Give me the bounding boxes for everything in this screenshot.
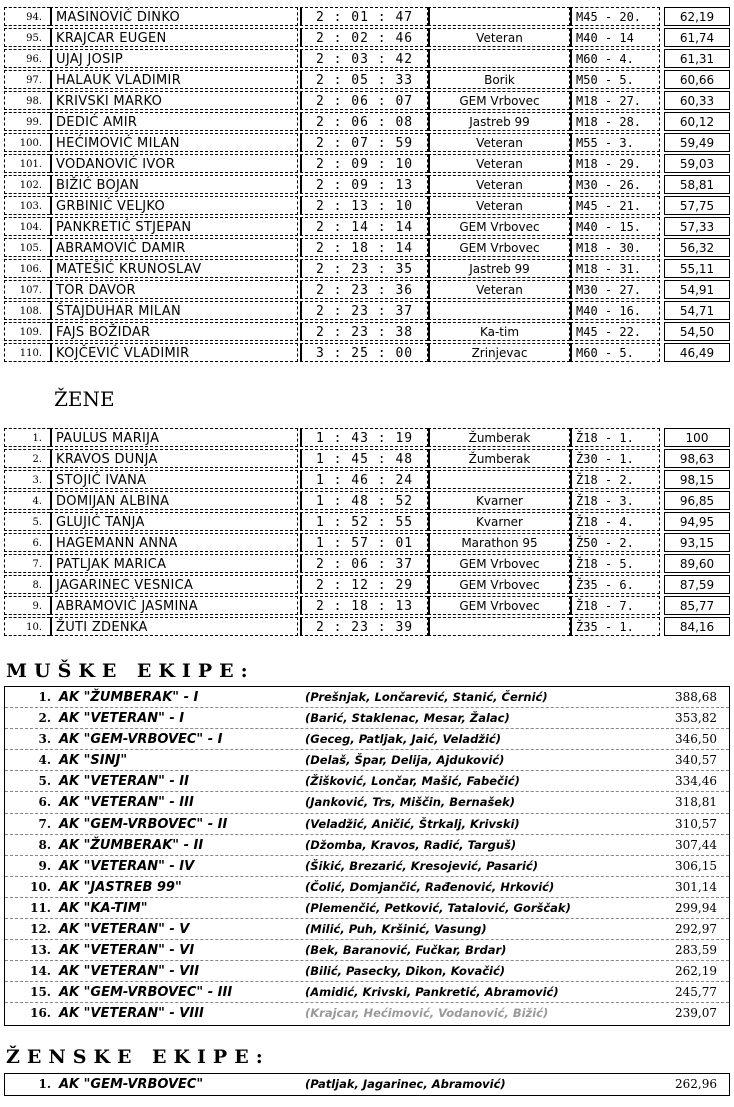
team-members: (Janković, Trs, Miščin, Bernašek) [305, 795, 515, 810]
team-row [5, 687, 729, 708]
team-rank: 9. [38, 858, 51, 873]
team-points: 292,97 [675, 922, 717, 937]
team-name: AK "VETERAN" - I [59, 711, 185, 727]
team-row [5, 961, 729, 982]
team-row [5, 877, 729, 898]
team-points: 318,81 [675, 795, 717, 810]
team-points: 388,68 [675, 690, 717, 704]
name-cell: HALAUK VLADIMIR [50, 70, 298, 89]
club-cell: Veteran [428, 154, 570, 173]
name-cell: MASINOVIĆ DINKO [50, 7, 298, 26]
category-cell: M18 - 29. [570, 154, 660, 173]
rank-cell: 97. [4, 70, 50, 89]
team-rank: 12. [30, 922, 51, 937]
team-members: (Krajcar, Hećimović, Vodanović, Bižić) [305, 1006, 549, 1021]
result-row [0, 532, 734, 553]
team-rank: 15. [30, 985, 51, 1000]
result-row [0, 237, 734, 258]
points-cell: 60,66 [664, 70, 730, 89]
category-cell: M18 - 27. [570, 91, 660, 110]
category-cell: Ž18 - 7. [570, 596, 660, 615]
name-cell: DEDIĆ AMIR [50, 112, 298, 131]
category-cell: M55 - 3. [570, 133, 660, 152]
team-members: (Patljak, Jagarinec, Abramović) [305, 1077, 506, 1091]
name-cell: HAGEMANN ANNA [50, 533, 298, 552]
team-members: (Delaš, Špar, Delija, Ajduković) [305, 753, 505, 768]
team-members: (Veladžić, Aničić, Štrkalj, Krivski) [305, 816, 520, 831]
category-cell: M18 - 31. [570, 259, 660, 278]
result-row [0, 258, 734, 279]
team-name: AK "VETERAN" - VII [59, 964, 200, 980]
team-name: AK "VETERAN" - VIII [59, 1006, 204, 1022]
name-cell: HEĆIMOVIĆ MILAN [50, 133, 298, 152]
rank-cell: 104. [4, 217, 50, 236]
category-cell: M18 - 30. [570, 238, 660, 257]
club-cell [428, 470, 570, 489]
points-cell: 100 [664, 428, 730, 447]
team-name: AK "GEM-VRBOVEC" - III [59, 985, 233, 1001]
rank-cell: 106. [4, 259, 50, 278]
men-teams-title: MUŠKE EKIPE: [6, 660, 255, 682]
team-name: AK "GEM-VRBOVEC" - I [59, 732, 223, 748]
club-cell: GEM Vrbovec [428, 554, 570, 573]
points-cell: 85,77 [664, 596, 730, 615]
points-cell: 46,49 [664, 343, 730, 362]
team-row [5, 940, 729, 961]
category-cell: Ž35 - 1. [570, 617, 660, 636]
category-cell: M30 - 27. [570, 280, 660, 299]
result-row [0, 448, 734, 469]
name-cell: KRIVSKI MARKO [50, 91, 298, 110]
club-cell: Kvarner [428, 491, 570, 510]
result-row [0, 616, 734, 637]
time-cell: 2 : 23 : 39 [300, 617, 428, 636]
result-row [0, 574, 734, 595]
name-cell: DOMIJAN ALBINA [50, 491, 298, 510]
name-cell: FAJS BOŽIDAR [50, 322, 298, 341]
time-cell: 2 : 07 : 59 [300, 133, 428, 152]
team-points: 340,57 [675, 753, 717, 768]
rank-cell: 3. [4, 470, 50, 489]
rank-cell: 109. [4, 322, 50, 341]
time-cell: 2 : 06 : 08 [300, 112, 428, 131]
name-cell: PANKRETIĆ STJEPAN [50, 217, 298, 236]
name-cell: VODANOVIĆ IVOR [50, 154, 298, 173]
club-cell [428, 301, 570, 320]
team-row [5, 750, 729, 771]
time-cell: 2 : 23 : 35 [300, 259, 428, 278]
team-rank: 4. [38, 753, 51, 768]
team-name: AK "KA-TIM" [59, 900, 148, 916]
time-cell: 2 : 03 : 42 [300, 49, 428, 68]
category-cell: M50 - 5. [570, 70, 660, 89]
name-cell: GRBINIĆ VELJKO [50, 196, 298, 215]
time-cell: 2 : 23 : 38 [300, 322, 428, 341]
name-cell: GLUJIĆ TANJA [50, 512, 298, 531]
rank-cell: 10. [4, 617, 50, 636]
team-members: (Šikić, Brezarić, Kresojević, Pasarić) [305, 858, 538, 873]
category-cell: M30 - 26. [570, 175, 660, 194]
result-row [0, 174, 734, 195]
team-name: AK "VETERAN" - V [59, 922, 190, 938]
category-cell: Ž18 - 3. [570, 491, 660, 510]
club-cell: Jastreb 99 [428, 259, 570, 278]
result-row [0, 216, 734, 237]
team-row [5, 856, 729, 877]
result-row [0, 153, 734, 174]
team-rank: 6. [38, 795, 51, 810]
team-points: 353,82 [675, 711, 717, 726]
team-name: AK "GEM-VRBOVEC" - II [59, 816, 228, 832]
rank-cell: 8. [4, 575, 50, 594]
rank-cell: 5. [4, 512, 50, 531]
points-cell: 87,59 [664, 575, 730, 594]
name-cell: ŽUTI ZDENKA [50, 617, 298, 636]
result-row [0, 27, 734, 48]
club-cell: Borik [428, 70, 570, 89]
rank-cell: 103. [4, 196, 50, 215]
rank-cell: 99. [4, 112, 50, 131]
category-cell: Ž18 - 4. [570, 512, 660, 531]
rank-cell: 108. [4, 301, 50, 320]
points-cell: 98,63 [664, 449, 730, 468]
name-cell: PATLJAK MARICA [50, 554, 298, 573]
club-cell: Veteran [428, 28, 570, 47]
team-points: 307,44 [675, 837, 717, 852]
team-points: 262,96 [675, 1077, 717, 1091]
result-row [0, 595, 734, 616]
result-row [0, 511, 734, 532]
club-cell: GEM Vrbovec [428, 596, 570, 615]
team-points: 310,57 [675, 816, 717, 831]
time-cell: 1 : 48 : 52 [300, 491, 428, 510]
team-members: (Milić, Puh, Kršinić, Vasung) [305, 922, 487, 937]
team-name: AK "JASTREB 99" [59, 879, 182, 895]
time-cell: 2 : 06 : 07 [300, 91, 428, 110]
points-cell: 54,91 [664, 280, 730, 299]
women-section-title: ŽENE [54, 387, 115, 411]
rank-cell: 96. [4, 49, 50, 68]
club-cell: Veteran [428, 133, 570, 152]
team-rank: 3. [38, 732, 51, 747]
time-cell: 2 : 23 : 37 [300, 301, 428, 320]
result-row [0, 279, 734, 300]
points-cell: 56,32 [664, 238, 730, 257]
time-cell: 2 : 01 : 47 [300, 7, 428, 26]
name-cell: ABRAMOVIĆ JASMINA [50, 596, 298, 615]
team-row [5, 792, 729, 813]
club-cell: GEM Vrbovec [428, 575, 570, 594]
result-row [0, 69, 734, 90]
team-members: (Geceg, Patljak, Jaić, Veladžić) [305, 732, 502, 747]
team-name: AK "VETERAN" - IV [59, 858, 195, 874]
result-row [0, 490, 734, 511]
team-rank: 5. [38, 774, 51, 789]
points-cell: 54,50 [664, 322, 730, 341]
rank-cell: 105. [4, 238, 50, 257]
category-cell: M60 - 5. [570, 343, 660, 362]
rank-cell: 94. [4, 7, 50, 26]
team-rank: 16. [30, 1006, 51, 1021]
team-rank: 2. [38, 711, 51, 726]
team-row [5, 919, 729, 940]
women-results-table [0, 427, 734, 637]
category-cell: M40 - 16. [570, 301, 660, 320]
team-rank: 13. [30, 943, 51, 958]
points-cell: 60,12 [664, 112, 730, 131]
category-cell: Ž50 - 2. [570, 533, 660, 552]
rank-cell: 102. [4, 175, 50, 194]
points-cell: 61,31 [664, 49, 730, 68]
team-name: AK "VETERAN" - VI [59, 943, 195, 959]
time-cell: 2 : 23 : 36 [300, 280, 428, 299]
result-row [0, 427, 734, 448]
rank-cell: 98. [4, 91, 50, 110]
club-cell: Veteran [428, 175, 570, 194]
team-points: 299,94 [675, 900, 717, 915]
team-rank: 1. [38, 1077, 51, 1091]
name-cell: KRAJCAR EUGEN [50, 28, 298, 47]
category-cell: M40 - 14 [570, 28, 660, 47]
points-cell: 94,95 [664, 512, 730, 531]
team-members: (Prešnjak, Lončarević, Stanić, Černić) [305, 690, 548, 704]
time-cell: 2 : 06 : 37 [300, 554, 428, 573]
rank-cell: 110. [4, 343, 50, 362]
category-cell: M18 - 28. [570, 112, 660, 131]
club-cell: GEM Vrbovec [428, 91, 570, 110]
team-points: 262,19 [675, 964, 717, 979]
rank-cell: 95. [4, 28, 50, 47]
result-row [0, 195, 734, 216]
time-cell: 1 : 46 : 24 [300, 470, 428, 489]
points-cell: 62,19 [664, 7, 730, 26]
points-cell: 58,81 [664, 175, 730, 194]
category-cell: M45 - 22. [570, 322, 660, 341]
points-cell: 57,33 [664, 217, 730, 236]
team-members: (Amidić, Krivski, Pankretić, Abramović) [305, 985, 559, 1000]
points-cell: 93,15 [664, 533, 730, 552]
club-cell: GEM Vrbovec [428, 217, 570, 236]
category-cell: M40 - 15. [570, 217, 660, 236]
category-cell: M45 - 20. [570, 7, 660, 26]
category-cell: Ž30 - 1. [570, 449, 660, 468]
result-row [0, 6, 734, 27]
team-points: 334,46 [675, 774, 717, 789]
team-points: 306,15 [675, 858, 717, 873]
time-cell: 2 : 14 : 14 [300, 217, 428, 236]
rank-cell: 2. [4, 449, 50, 468]
team-rank: 7. [38, 816, 51, 831]
name-cell: MATEŠIĆ KRUNOSLAV [50, 259, 298, 278]
rank-cell: 6. [4, 533, 50, 552]
team-points: 245,77 [675, 985, 717, 1000]
result-row [0, 469, 734, 490]
time-cell: 3 : 25 : 00 [300, 343, 428, 362]
team-row [5, 1003, 729, 1024]
team-name: AK "ŽUMBERAK" - I [59, 690, 199, 705]
time-cell: 2 : 18 : 13 [300, 596, 428, 615]
result-row [0, 90, 734, 111]
club-cell: Žumberak [428, 449, 570, 468]
men-results-table [0, 6, 734, 363]
points-cell: 55,11 [664, 259, 730, 278]
team-name: AK "GEM-VRBOVEC" [59, 1077, 204, 1092]
rank-cell: 100. [4, 133, 50, 152]
team-name: AK "SINJ" [59, 753, 128, 769]
team-name: AK "ŽUMBERAK" - II [59, 837, 204, 853]
team-members: (Čolić, Domjančić, Rađenović, Hrković) [305, 879, 555, 894]
club-cell [428, 49, 570, 68]
time-cell: 1 : 57 : 01 [300, 533, 428, 552]
name-cell: JAGARINEC VESNICA [50, 575, 298, 594]
women-teams-table [4, 1073, 730, 1096]
team-rank: 8. [38, 837, 51, 852]
team-members: (Plemenčić, Petković, Tatalović, Gorščak) [305, 900, 571, 915]
points-cell: 59,49 [664, 133, 730, 152]
time-cell: 2 : 18 : 14 [300, 238, 428, 257]
women-teams-title: ŽENSKE EKIPE: [6, 1046, 270, 1068]
time-cell: 1 : 45 : 48 [300, 449, 428, 468]
category-cell: Ž18 - 5. [570, 554, 660, 573]
points-cell: 54,71 [664, 301, 730, 320]
points-cell: 57,75 [664, 196, 730, 215]
points-cell: 59,03 [664, 154, 730, 173]
club-cell: Marathon 95 [428, 533, 570, 552]
points-cell: 61,74 [664, 28, 730, 47]
points-cell: 89,60 [664, 554, 730, 573]
rank-cell: 107. [4, 280, 50, 299]
name-cell: KRAVOS DUNJA [50, 449, 298, 468]
team-rank: 11. [30, 900, 51, 915]
club-cell: GEM Vrbovec [428, 238, 570, 257]
team-rank: 1. [38, 690, 51, 704]
category-cell: Ž18 - 2. [570, 470, 660, 489]
team-members: (Bilić, Pasecky, Dikon, Kovačić) [305, 964, 506, 979]
team-row [5, 729, 729, 750]
name-cell: TOR DAVOR [50, 280, 298, 299]
team-members: (Žišković, Lončar, Mašić, Fabečić) [305, 774, 520, 789]
team-row [5, 982, 729, 1003]
rank-cell: 7. [4, 554, 50, 573]
name-cell: ABRAMOVIĆ DAMIR [50, 238, 298, 257]
club-cell: Ka-tim [428, 322, 570, 341]
rank-cell: 4. [4, 491, 50, 510]
team-row [5, 771, 729, 792]
result-row [0, 342, 734, 363]
result-row [0, 321, 734, 342]
club-cell: Žumberak [428, 428, 570, 447]
category-cell: Ž35 - 6. [570, 575, 660, 594]
points-cell: 84,16 [664, 617, 730, 636]
result-row [0, 300, 734, 321]
result-row [0, 111, 734, 132]
result-row [0, 553, 734, 574]
club-cell [428, 617, 570, 636]
category-cell: M45 - 21. [570, 196, 660, 215]
time-cell: 2 : 09 : 13 [300, 175, 428, 194]
men-teams-table [4, 686, 730, 1026]
team-row [5, 835, 729, 856]
club-cell: Veteran [428, 280, 570, 299]
result-row [0, 48, 734, 69]
time-cell: 1 : 52 : 55 [300, 512, 428, 531]
name-cell: BIŽIĆ BOJAN [50, 175, 298, 194]
category-cell: Ž18 - 1. [570, 428, 660, 447]
team-members: (Barić, Staklenac, Mesar, Žalac) [305, 711, 510, 726]
team-members: (Bek, Baranović, Fučkar, Brdar) [305, 943, 507, 958]
points-cell: 60,33 [664, 91, 730, 110]
result-row [0, 132, 734, 153]
points-cell: 98,15 [664, 470, 730, 489]
points-cell: 96,85 [664, 491, 730, 510]
rank-cell: 101. [4, 154, 50, 173]
club-cell: Zrinjevac [428, 343, 570, 362]
name-cell: KOJČEVIĆ VLADIMIR [50, 343, 298, 362]
time-cell: 2 : 13 : 10 [300, 196, 428, 215]
team-name: AK "VETERAN" - II [59, 774, 189, 790]
team-row [5, 708, 729, 729]
team-members: (Džomba, Kravos, Radić, Targuš) [305, 837, 517, 852]
name-cell: UJAJ JOSIP [50, 49, 298, 68]
team-points: 239,07 [675, 1006, 717, 1021]
name-cell: STOJIĆ IVANA [50, 470, 298, 489]
club-cell: Kvarner [428, 512, 570, 531]
team-points: 283,59 [675, 943, 717, 958]
team-rank: 14. [30, 964, 51, 979]
club-cell: Veteran [428, 196, 570, 215]
time-cell: 2 : 02 : 46 [300, 28, 428, 47]
team-row [5, 1074, 729, 1095]
time-cell: 2 : 09 : 10 [300, 154, 428, 173]
time-cell: 1 : 43 : 19 [300, 428, 428, 447]
club-cell [428, 7, 570, 26]
name-cell: ŠTAJDUHAR MILAN [50, 301, 298, 320]
club-cell: Jastreb 99 [428, 112, 570, 131]
team-rank: 10. [30, 879, 51, 894]
rank-cell: 1. [4, 428, 50, 447]
team-points: 301,14 [675, 879, 717, 894]
time-cell: 2 : 05 : 33 [300, 70, 428, 89]
category-cell: M60 - 4. [570, 49, 660, 68]
team-row [5, 898, 729, 919]
name-cell: PAULUS MARIJA [50, 428, 298, 447]
team-row [5, 814, 729, 835]
time-cell: 2 : 12 : 29 [300, 575, 428, 594]
rank-cell: 9. [4, 596, 50, 615]
team-name: AK "VETERAN" - III [59, 795, 194, 811]
team-points: 346,50 [675, 732, 717, 747]
